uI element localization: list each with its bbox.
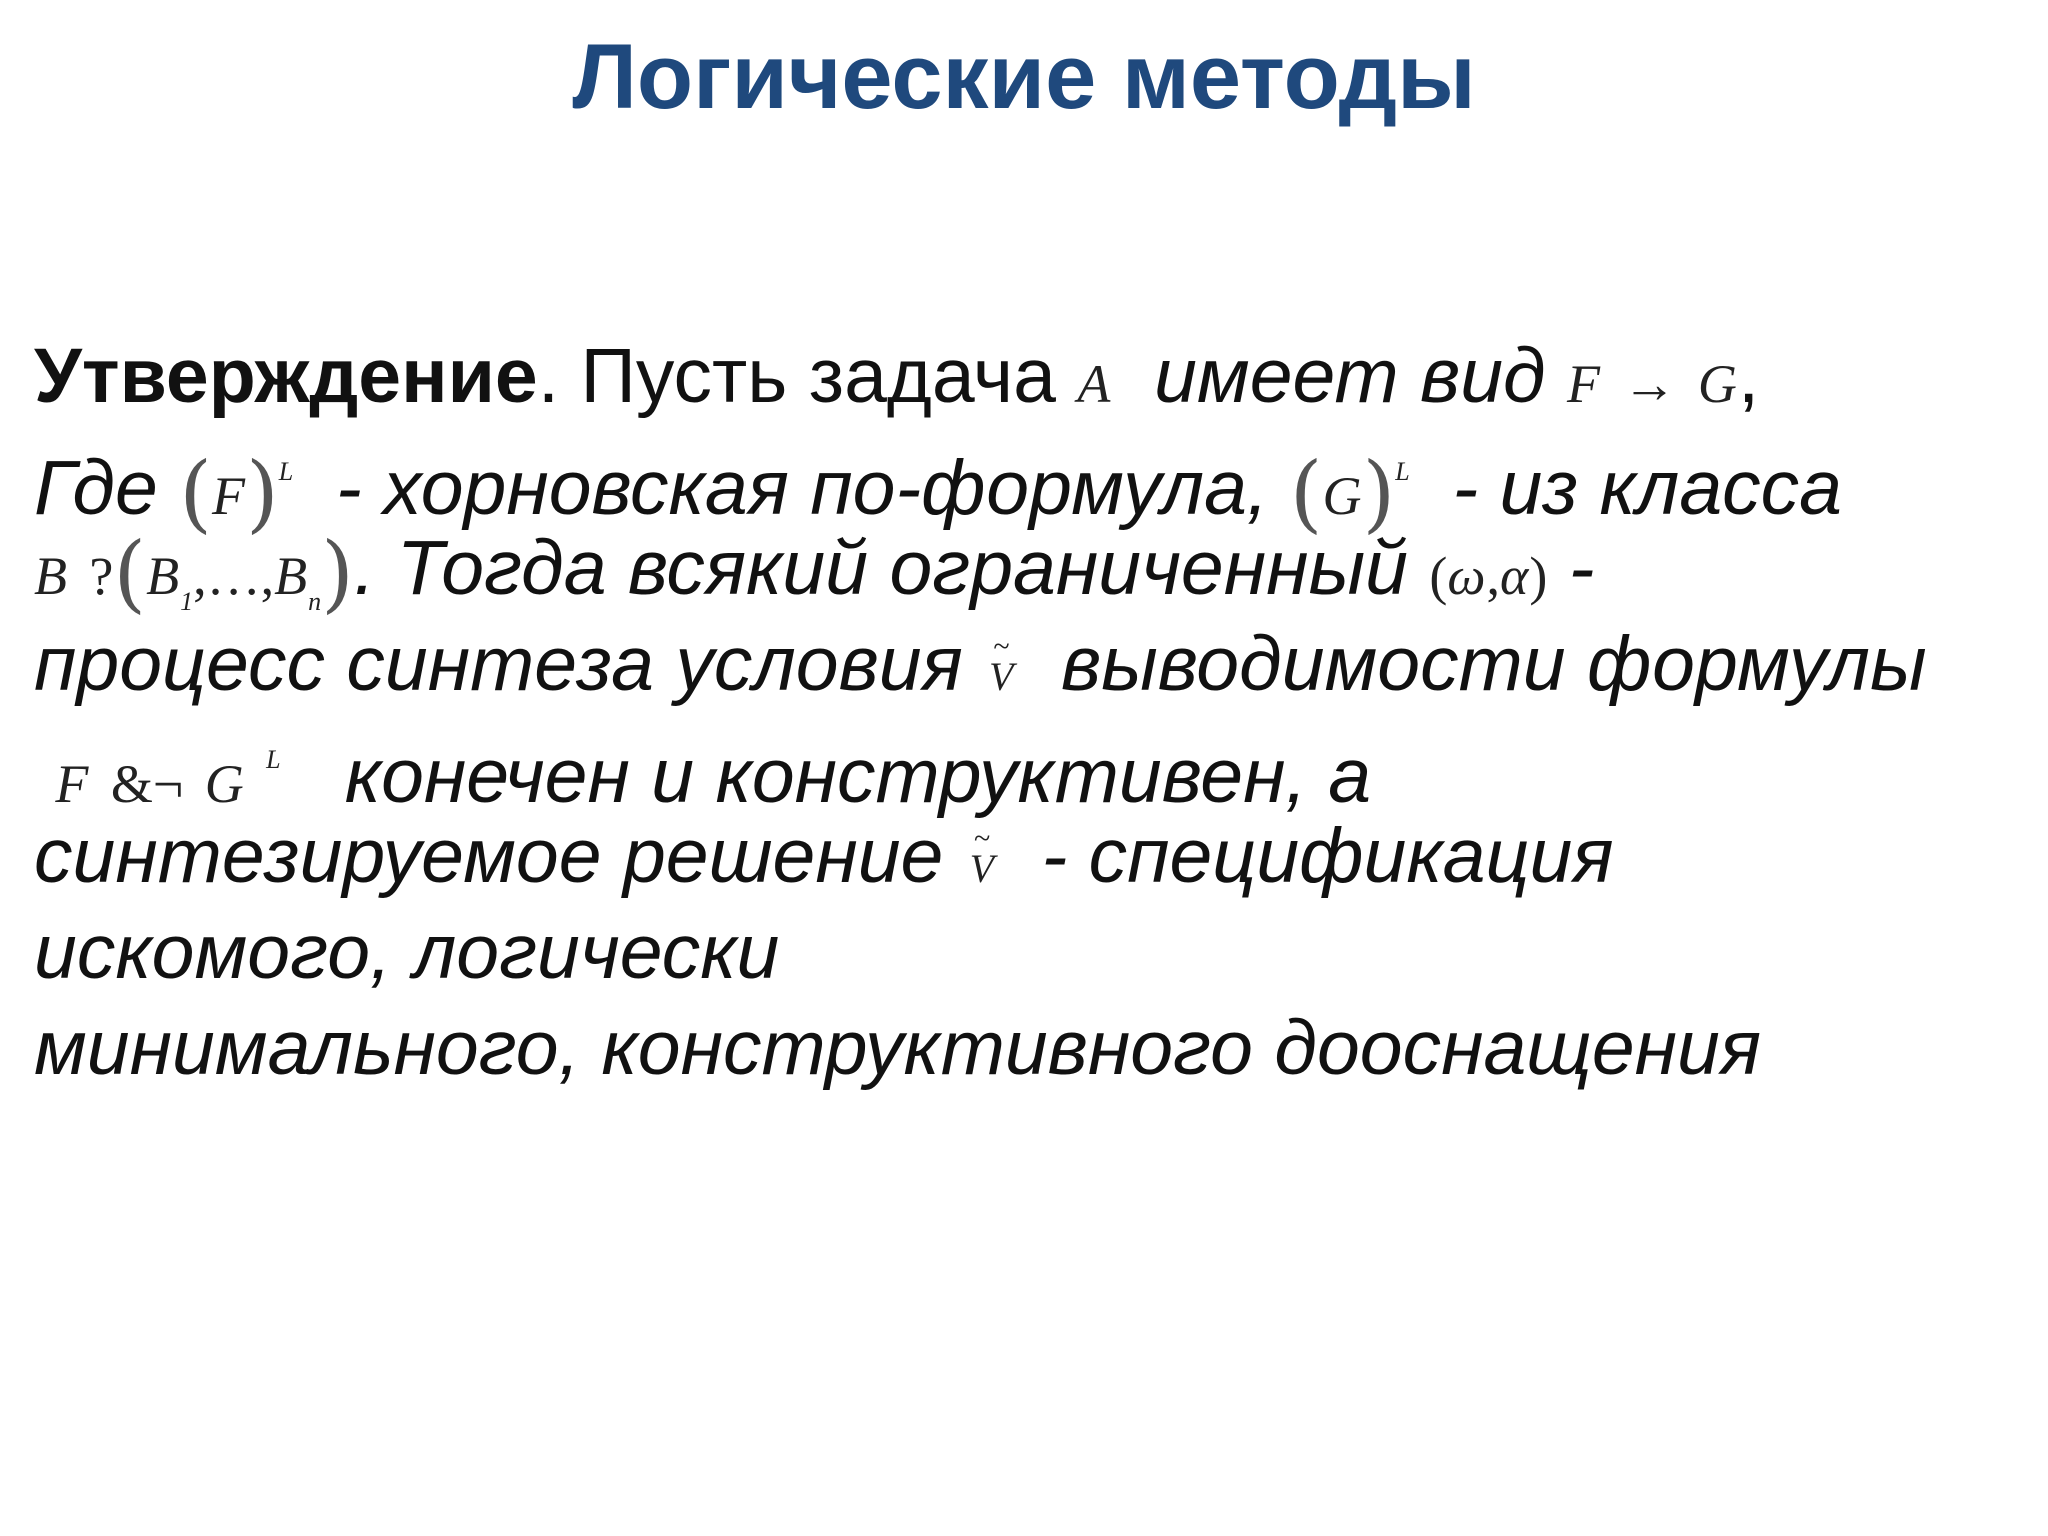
statement-text-5b: конечен и конструктивен, а xyxy=(344,733,1372,819)
math-var-f: F xyxy=(55,754,90,814)
math-lparen: ( xyxy=(179,444,212,542)
math-v-tilde xyxy=(984,629,1018,725)
math-var-g: G xyxy=(1697,354,1738,414)
statement-line-6 xyxy=(34,808,2024,904)
math-sup-l: L xyxy=(278,457,294,486)
statement-text-7: искомого, логически xyxy=(34,909,780,995)
math-var-v: V xyxy=(969,846,994,891)
math-comma: , xyxy=(1486,546,1501,606)
math-lparen: ( xyxy=(1289,444,1323,542)
statement-text-6a: синтезируемое решение xyxy=(34,813,944,899)
math-sup-l: L xyxy=(266,745,281,774)
statement-text-3c: - xyxy=(1568,525,1595,611)
math-omega: ω xyxy=(1447,546,1487,606)
math-var-b: B xyxy=(34,546,68,606)
statement-line-4 xyxy=(34,616,2024,712)
math-v-tilde xyxy=(965,821,999,917)
statement-text-1b: имеет вид xyxy=(1154,333,1546,419)
math-var-g: G xyxy=(204,754,245,814)
statement-line-5 xyxy=(34,712,2024,819)
math-arrow: → xyxy=(1622,354,1677,414)
statement-paragraph xyxy=(34,328,2024,1096)
statement-line-7 xyxy=(34,904,2024,1000)
math-lparen: ( xyxy=(113,524,147,622)
math-var-v: V xyxy=(988,654,1014,699)
statement-text-1c: , xyxy=(1737,333,1760,419)
math-rparen: ) xyxy=(321,524,354,622)
math-rparen-small: ) xyxy=(1529,546,1548,606)
math-rparen: ) xyxy=(246,444,279,542)
statement-line-8 xyxy=(34,1000,2024,1096)
statement-text-2c: - из класса xyxy=(1452,445,1842,531)
math-tilde: ~ xyxy=(973,822,990,855)
statement-text-2b: - хорновская по-формула, xyxy=(336,445,1269,531)
math-question: ? xyxy=(89,546,114,606)
statement-text-1a: . Пусть задача xyxy=(537,333,1056,419)
slide-title: Логические методы xyxy=(572,26,1476,128)
statement-text-8: минимального, конструктивного дооснащения xyxy=(34,1005,1761,1091)
math-var-b1: B xyxy=(146,546,181,606)
math-tilde: ~ xyxy=(993,630,1010,663)
math-sup-l: L xyxy=(1395,457,1410,486)
math-ellipsis: ,…, xyxy=(193,546,275,606)
math-var-f: F xyxy=(1567,354,1602,414)
math-var-f: F xyxy=(212,466,246,526)
statement-line-1 xyxy=(34,328,2024,424)
math-sub-1: 1 xyxy=(180,587,194,616)
math-var-bn: B xyxy=(274,546,309,606)
statement-text-3b: . Тогда всякий ограниченный xyxy=(353,525,1408,611)
math-var-g: G xyxy=(1322,466,1363,526)
math-alpha: α xyxy=(1500,546,1530,606)
statement-label: Утверждение xyxy=(34,333,538,419)
math-lparen-small: ( xyxy=(1429,546,1448,606)
statement-text-2a: Где xyxy=(34,445,158,531)
statement-line-2 xyxy=(34,424,2024,542)
statement-line-3 xyxy=(34,520,2024,622)
statement-text-4b: выводимости формулы xyxy=(1060,621,1927,707)
statement-text-6b: - спецификация xyxy=(1041,813,1614,899)
math-amp-not: &¬ xyxy=(110,754,184,814)
math-rparen: ) xyxy=(1362,444,1396,542)
math-sub-n: n xyxy=(308,587,322,616)
statement-text-4a: процесс синтеза условия xyxy=(34,621,963,707)
math-var-a: A xyxy=(1077,354,1112,414)
